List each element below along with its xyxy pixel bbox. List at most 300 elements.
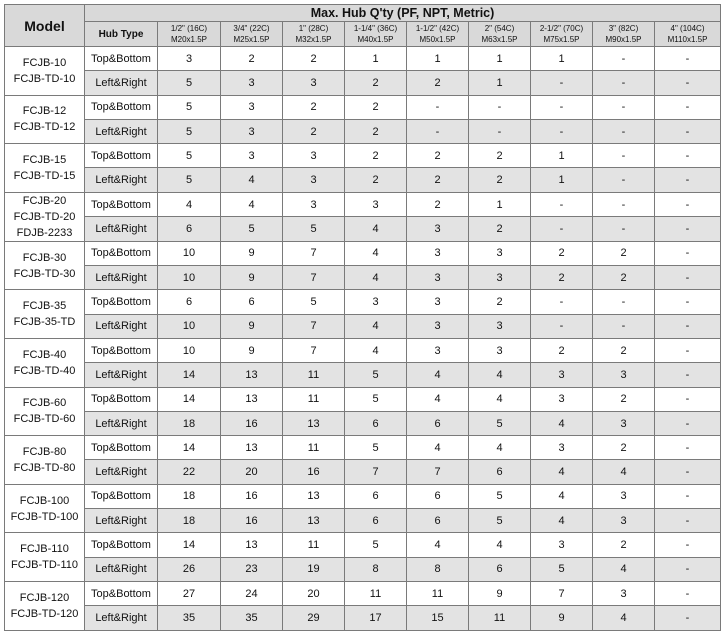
quantity-cell: 1 xyxy=(531,47,593,71)
model-name: FDJB-2233 xyxy=(16,226,73,239)
size-column-header xyxy=(283,22,345,47)
model-name: FCJB-120 xyxy=(19,591,70,604)
quantity-cell: 10 xyxy=(158,314,221,338)
quantity-cell: 10 xyxy=(158,338,221,362)
quantity-cell: 4 xyxy=(345,266,407,290)
quantity-cell: 6 xyxy=(469,460,531,484)
quantity-cell: 9 xyxy=(221,314,283,338)
model-cell xyxy=(5,436,85,485)
quantity-cell: 2 xyxy=(407,168,469,192)
table-row xyxy=(5,290,721,314)
quantity-cell: 7 xyxy=(283,266,345,290)
model-cell xyxy=(5,338,85,387)
quantity-cell: 22 xyxy=(158,460,221,484)
table-row xyxy=(5,533,721,557)
quantity-cell: 4 xyxy=(531,509,593,533)
quantity-cell: 4 xyxy=(593,606,655,630)
model-cell xyxy=(5,484,85,533)
quantity-cell: 6 xyxy=(345,509,407,533)
hub-type-cell: Top&Bottom xyxy=(85,387,158,411)
model-cell xyxy=(5,387,85,436)
quantity-cell: 3 xyxy=(407,290,469,314)
quantity-cell: - xyxy=(407,95,469,119)
quantity-cell: - xyxy=(469,95,531,119)
quantity-cell: 3 xyxy=(593,411,655,435)
model-cell xyxy=(5,581,85,630)
hub-type-cell: Top&Bottom xyxy=(85,484,158,508)
quantity-cell: 3 xyxy=(407,217,469,242)
quantity-cell: 2 xyxy=(593,241,655,265)
table-row xyxy=(5,314,721,338)
quantity-cell: - xyxy=(593,217,655,242)
quantity-cell: 11 xyxy=(283,363,345,387)
quantity-cell: 2 xyxy=(469,290,531,314)
quantity-cell: 10 xyxy=(158,266,221,290)
quantity-cell: 13 xyxy=(221,533,283,557)
size-column-header xyxy=(345,22,407,47)
quantity-cell: 7 xyxy=(531,581,593,605)
table-row xyxy=(5,217,721,242)
quantity-cell: 4 xyxy=(407,533,469,557)
quantity-cell: - xyxy=(469,119,531,143)
quantity-cell: 3 xyxy=(221,71,283,95)
quantity-cell: 4 xyxy=(345,338,407,362)
model-cell xyxy=(5,144,85,193)
quantity-cell: 3 xyxy=(407,314,469,338)
quantity-cell: 3 xyxy=(158,47,221,71)
quantity-cell: 6 xyxy=(469,557,531,581)
quantity-cell: 2 xyxy=(345,95,407,119)
model-name: FCJB-110 xyxy=(20,543,69,556)
quantity-cell: 5 xyxy=(345,387,407,411)
quantity-cell: 3 xyxy=(531,387,593,411)
quantity-cell: 2 xyxy=(407,192,469,217)
quantity-cell: 2 xyxy=(593,266,655,290)
quantity-cell: - xyxy=(655,460,721,484)
quantity-cell: 14 xyxy=(158,363,221,387)
hub-type-cell: Top&Bottom xyxy=(85,241,158,265)
quantity-cell: - xyxy=(655,217,721,242)
model-cell xyxy=(5,290,85,339)
quantity-cell: 6 xyxy=(345,411,407,435)
quantity-cell: 3 xyxy=(283,71,345,95)
model-name: FCJB-35 xyxy=(22,300,67,313)
model-name: FCJB-TD-110 xyxy=(10,559,79,572)
quantity-cell: 4 xyxy=(221,168,283,192)
quantity-cell: 5 xyxy=(469,509,531,533)
size-metric-label: M25x1.5P xyxy=(233,35,270,44)
quantity-cell: 1 xyxy=(345,47,407,71)
hub-type-cell: Left&Right xyxy=(85,411,158,435)
quantity-cell: - xyxy=(593,144,655,168)
quantity-cell: 4 xyxy=(469,533,531,557)
quantity-cell: 4 xyxy=(345,217,407,242)
quantity-cell: - xyxy=(655,411,721,435)
quantity-cell: 5 xyxy=(283,290,345,314)
quantity-cell: 3 xyxy=(221,144,283,168)
quantity-cell: - xyxy=(655,314,721,338)
quantity-cell: 3 xyxy=(407,266,469,290)
quantity-cell: - xyxy=(655,436,721,460)
quantity-cell: 13 xyxy=(221,363,283,387)
table-row xyxy=(5,192,721,217)
table-row xyxy=(5,95,721,119)
quantity-cell: 2 xyxy=(345,71,407,95)
quantity-cell: 7 xyxy=(407,460,469,484)
quantity-cell: 4 xyxy=(407,387,469,411)
quantity-cell: 4 xyxy=(158,192,221,217)
table-header xyxy=(5,5,721,47)
quantity-cell: 3 xyxy=(469,338,531,362)
quantity-cell: - xyxy=(593,290,655,314)
table-row xyxy=(5,363,721,387)
quantity-cell: 9 xyxy=(221,241,283,265)
quantity-cell: 2 xyxy=(221,47,283,71)
quantity-cell: 4 xyxy=(469,436,531,460)
quantity-cell: 16 xyxy=(221,484,283,508)
quantity-cell: 3 xyxy=(345,290,407,314)
quantity-cell: 6 xyxy=(407,484,469,508)
quantity-cell: 2 xyxy=(345,144,407,168)
hub-type-cell: Top&Bottom xyxy=(85,290,158,314)
size-inch-label: 2-1/2" (70C) xyxy=(539,24,584,33)
quantity-cell: - xyxy=(593,119,655,143)
quantity-cell: 13 xyxy=(283,509,345,533)
quantity-cell: 5 xyxy=(469,411,531,435)
quantity-cell: 4 xyxy=(407,363,469,387)
quantity-cell: 11 xyxy=(407,581,469,605)
model-name: FCJB-10 xyxy=(22,56,67,69)
hub-type-cell: Left&Right xyxy=(85,606,158,630)
quantity-cell: 5 xyxy=(345,363,407,387)
quantity-cell: - xyxy=(655,387,721,411)
quantity-cell: - xyxy=(655,241,721,265)
quantity-cell: - xyxy=(655,144,721,168)
model-cell xyxy=(5,241,85,290)
model-name: FCJB-35-TD xyxy=(13,316,76,329)
hub-type-cell: Left&Right xyxy=(85,314,158,338)
quantity-cell: 2 xyxy=(345,119,407,143)
quantity-cell: 35 xyxy=(221,606,283,630)
model-cell xyxy=(5,95,85,144)
model-name: FCJB-20 xyxy=(22,194,67,207)
quantity-cell: 1 xyxy=(469,47,531,71)
quantity-cell: 3 xyxy=(531,436,593,460)
hub-type-cell: Left&Right xyxy=(85,168,158,192)
table-row xyxy=(5,484,721,508)
hub-type-column-header: Hub Type xyxy=(85,22,158,47)
model-name: FCJB-12 xyxy=(22,105,67,118)
quantity-cell: 16 xyxy=(221,509,283,533)
size-column-header xyxy=(469,22,531,47)
quantity-cell: 2 xyxy=(283,47,345,71)
quantity-cell: 3 xyxy=(593,484,655,508)
quantity-cell: 2 xyxy=(469,168,531,192)
quantity-cell: - xyxy=(655,71,721,95)
quantity-cell: 19 xyxy=(283,557,345,581)
hub-type-cell: Top&Bottom xyxy=(85,192,158,217)
quantity-cell: - xyxy=(655,168,721,192)
size-metric-label: M20x1.5P xyxy=(170,35,208,44)
quantity-cell: - xyxy=(655,557,721,581)
quantity-cell: 2 xyxy=(407,71,469,95)
quantity-cell: - xyxy=(655,192,721,217)
quantity-cell: 20 xyxy=(221,460,283,484)
quantity-cell: 14 xyxy=(158,533,221,557)
quantity-cell: 11 xyxy=(469,606,531,630)
hub-type-cell: Left&Right xyxy=(85,119,158,143)
quantity-cell: 18 xyxy=(158,484,221,508)
hub-type-cell: Left&Right xyxy=(85,557,158,581)
table-row xyxy=(5,460,721,484)
quantity-cell: 2 xyxy=(531,266,593,290)
table-row xyxy=(5,144,721,168)
model-name: FCJB-100 xyxy=(19,494,70,507)
quantity-cell: 2 xyxy=(593,338,655,362)
size-column-header xyxy=(221,22,283,47)
quantity-cell: 18 xyxy=(158,411,221,435)
quantity-cell: 5 xyxy=(158,168,221,192)
quantity-cell: 3 xyxy=(221,95,283,119)
quantity-cell: 3 xyxy=(407,241,469,265)
table-row xyxy=(5,509,721,533)
table-row xyxy=(5,338,721,362)
quantity-cell: - xyxy=(655,95,721,119)
quantity-cell: 16 xyxy=(221,411,283,435)
quantity-cell: 24 xyxy=(221,581,283,605)
table-row xyxy=(5,47,721,71)
size-inch-label: 3" (82C) xyxy=(608,24,639,33)
quantity-cell: 13 xyxy=(283,411,345,435)
model-name: FCJB-TD-60 xyxy=(13,413,76,426)
quantity-cell: 26 xyxy=(158,557,221,581)
quantity-cell: 11 xyxy=(283,436,345,460)
model-name: FCJB-40 xyxy=(22,348,67,361)
size-metric-label: M75x1.5P xyxy=(543,35,580,44)
quantity-cell: 3 xyxy=(407,338,469,362)
table-body xyxy=(5,47,721,631)
size-metric-label: M63x1.5P xyxy=(481,35,518,44)
quantity-cell: 6 xyxy=(158,217,221,242)
quantity-cell: 4 xyxy=(469,387,531,411)
quantity-cell: - xyxy=(593,47,655,71)
model-name: FCJB-80 xyxy=(22,445,67,458)
size-inch-label: 1/2" (16C) xyxy=(170,24,208,33)
quantity-cell: - xyxy=(593,192,655,217)
table-row xyxy=(5,241,721,265)
hub-type-cell: Top&Bottom xyxy=(85,338,158,362)
quantity-cell: - xyxy=(655,363,721,387)
quantity-cell: 3 xyxy=(531,533,593,557)
hub-quantity-table-container xyxy=(4,4,720,631)
model-name: FCJB-15 xyxy=(22,153,67,166)
hub-type-cell: Left&Right xyxy=(85,266,158,290)
hub-type-cell: Left&Right xyxy=(85,363,158,387)
quantity-cell: 2 xyxy=(469,144,531,168)
table-title: Max. Hub Q'ty (PF, NPT, Metric) xyxy=(85,5,721,22)
quantity-cell: 4 xyxy=(221,192,283,217)
quantity-cell: 3 xyxy=(593,509,655,533)
quantity-cell: 1 xyxy=(407,47,469,71)
size-inch-label: 1-1/2" (42C) xyxy=(415,24,460,33)
quantity-cell: 2 xyxy=(407,144,469,168)
quantity-cell: 5 xyxy=(531,557,593,581)
quantity-cell: 11 xyxy=(283,533,345,557)
quantity-cell: 9 xyxy=(531,606,593,630)
size-column-header xyxy=(158,22,221,47)
size-column-header xyxy=(655,22,721,47)
quantity-cell: 5 xyxy=(221,217,283,242)
quantity-cell: 4 xyxy=(345,241,407,265)
quantity-cell: 5 xyxy=(345,436,407,460)
model-name: FCJB-TD-80 xyxy=(13,461,76,474)
quantity-cell: 5 xyxy=(158,95,221,119)
quantity-cell: 3 xyxy=(283,144,345,168)
quantity-cell: 5 xyxy=(158,119,221,143)
quantity-cell: 5 xyxy=(158,71,221,95)
quantity-cell: 18 xyxy=(158,509,221,533)
quantity-cell: 2 xyxy=(531,338,593,362)
size-column-header xyxy=(407,22,469,47)
hub-type-cell: Top&Bottom xyxy=(85,95,158,119)
size-metric-label: M90x1.5P xyxy=(605,35,642,44)
quantity-cell: 11 xyxy=(283,387,345,411)
quantity-cell: 17 xyxy=(345,606,407,630)
model-name: FCJB-TD-100 xyxy=(10,510,79,523)
table-row xyxy=(5,581,721,605)
quantity-cell: 3 xyxy=(469,266,531,290)
quantity-cell: 11 xyxy=(345,581,407,605)
quantity-cell: 2 xyxy=(593,387,655,411)
size-metric-label: M40x1.5P xyxy=(357,35,394,44)
quantity-cell: - xyxy=(655,533,721,557)
model-cell xyxy=(5,192,85,241)
quantity-cell: 7 xyxy=(283,338,345,362)
model-name: FCJB-30 xyxy=(22,251,67,264)
quantity-cell: 13 xyxy=(221,387,283,411)
quantity-cell: 2 xyxy=(531,241,593,265)
quantity-cell: 35 xyxy=(158,606,221,630)
quantity-cell: 20 xyxy=(283,581,345,605)
quantity-cell: - xyxy=(531,314,593,338)
quantity-cell: 1 xyxy=(531,168,593,192)
size-inch-label: 4" (104C) xyxy=(670,24,705,33)
quantity-cell: 15 xyxy=(407,606,469,630)
quantity-cell: - xyxy=(407,119,469,143)
quantity-cell: 3 xyxy=(283,192,345,217)
quantity-cell: 7 xyxy=(283,241,345,265)
model-cell xyxy=(5,47,85,96)
quantity-cell: - xyxy=(655,338,721,362)
quantity-cell: 2 xyxy=(469,217,531,242)
quantity-cell: - xyxy=(655,47,721,71)
quantity-cell: 3 xyxy=(593,363,655,387)
size-metric-label: M50x1.5P xyxy=(419,35,456,44)
table-row xyxy=(5,411,721,435)
quantity-cell: 2 xyxy=(345,168,407,192)
quantity-cell: 4 xyxy=(345,314,407,338)
model-column-header: Model xyxy=(5,5,85,47)
quantity-cell: 16 xyxy=(283,460,345,484)
size-inch-label: 1-1/4" (36C) xyxy=(353,24,398,33)
hub-type-cell: Top&Bottom xyxy=(85,581,158,605)
quantity-cell: 3 xyxy=(221,119,283,143)
size-inch-label: 1" (28C) xyxy=(298,24,329,33)
hub-quantity-table xyxy=(4,4,721,631)
table-row xyxy=(5,387,721,411)
quantity-cell: 2 xyxy=(283,95,345,119)
quantity-cell: - xyxy=(593,314,655,338)
quantity-cell: - xyxy=(593,71,655,95)
quantity-cell: 13 xyxy=(283,484,345,508)
quantity-cell: 9 xyxy=(221,338,283,362)
quantity-cell: - xyxy=(531,217,593,242)
quantity-cell: - xyxy=(531,192,593,217)
quantity-cell: 3 xyxy=(469,314,531,338)
table-row xyxy=(5,436,721,460)
quantity-cell: 1 xyxy=(469,192,531,217)
quantity-cell: - xyxy=(531,290,593,314)
quantity-cell: 14 xyxy=(158,387,221,411)
table-row xyxy=(5,557,721,581)
size-column-header xyxy=(593,22,655,47)
model-name: FCJB-60 xyxy=(22,397,67,410)
quantity-cell: - xyxy=(531,95,593,119)
quantity-cell: 23 xyxy=(221,557,283,581)
table-row xyxy=(5,119,721,143)
size-metric-label: M32x1.5P xyxy=(295,35,332,44)
quantity-cell: 2 xyxy=(283,119,345,143)
quantity-cell: 3 xyxy=(345,192,407,217)
hub-type-cell: Left&Right xyxy=(85,71,158,95)
hub-type-cell: Top&Bottom xyxy=(85,533,158,557)
quantity-cell: 6 xyxy=(221,290,283,314)
model-name: FCJB-TD-20 xyxy=(13,210,76,223)
quantity-cell: - xyxy=(593,95,655,119)
model-name: FCJB-TD-30 xyxy=(13,267,76,280)
quantity-cell: 3 xyxy=(531,363,593,387)
quantity-cell: - xyxy=(531,71,593,95)
quantity-cell: 2 xyxy=(593,533,655,557)
quantity-cell: 4 xyxy=(593,557,655,581)
quantity-cell: 6 xyxy=(158,290,221,314)
quantity-cell: - xyxy=(655,509,721,533)
model-name: FCJB-TD-40 xyxy=(13,364,76,377)
quantity-cell: - xyxy=(655,119,721,143)
quantity-cell: 14 xyxy=(158,436,221,460)
quantity-cell: 10 xyxy=(158,241,221,265)
quantity-cell: 5 xyxy=(469,484,531,508)
hub-type-cell: Top&Bottom xyxy=(85,436,158,460)
size-column-header xyxy=(531,22,593,47)
quantity-cell: 5 xyxy=(283,217,345,242)
quantity-cell: 5 xyxy=(158,144,221,168)
quantity-cell: 6 xyxy=(345,484,407,508)
quantity-cell: - xyxy=(655,581,721,605)
model-name: FCJB-TD-15 xyxy=(13,169,76,182)
quantity-cell: 2 xyxy=(593,436,655,460)
quantity-cell: 4 xyxy=(407,436,469,460)
model-name: FCJB-TD-120 xyxy=(10,607,79,620)
size-inch-label: 2" (54C) xyxy=(484,24,515,33)
quantity-cell: - xyxy=(655,290,721,314)
quantity-cell: 3 xyxy=(469,241,531,265)
quantity-cell: 3 xyxy=(283,168,345,192)
table-row xyxy=(5,71,721,95)
table-row xyxy=(5,606,721,630)
quantity-cell: 4 xyxy=(469,363,531,387)
quantity-cell: 27 xyxy=(158,581,221,605)
